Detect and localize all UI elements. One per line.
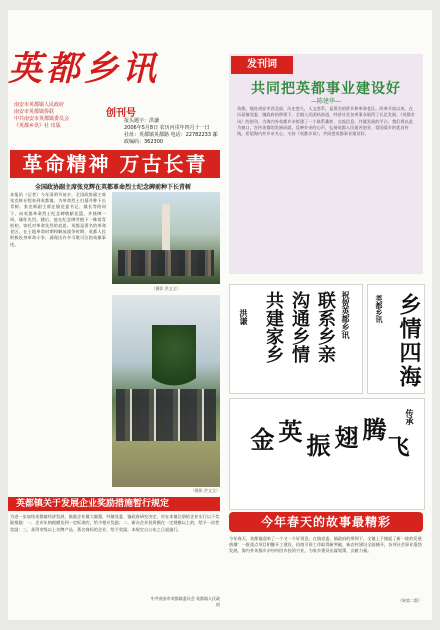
calligraphy-line: 英 (274, 419, 303, 443)
calligraphy-line: 共建家乡 (263, 291, 284, 363)
editorial-title: 共同把英都事业建设好 (251, 81, 401, 97)
calligraphy-line: 传承 (405, 409, 415, 425)
story-headline: 今年春天的故事最精彩 (229, 512, 423, 532)
notice-headline: 英都镇关于发展企业奖励措施暂行规定 (8, 497, 220, 511)
calligraphy-line: 四 (396, 341, 422, 363)
monument-shape (162, 204, 170, 252)
lead-subtitle: 全国政协副主席张克辉在英都革命烈士纪念碑前种下长青树 (34, 184, 191, 191)
calligraphy-line: 情 (396, 317, 422, 339)
memorial-photo (112, 192, 220, 284)
calligraphy-line: 海 (396, 365, 422, 387)
officials-shape (116, 389, 216, 441)
lead-headline: 革命精神 万古长青 (10, 150, 220, 178)
calligraphy-line: 英都乡讯 (375, 295, 384, 323)
calligraphy-line: 腾 (358, 417, 387, 441)
story-body: 今年春天，英都镇迎来了一个又一个好消息。在镇党委、镇政府的带领下，全镇上下掀起了新一轮的发展热潮：一批重点项目相继开工建设，招商引资工作取得新突破，新农村建设全面铺开，各项社会事业蓬勃发展。海内外英都乡亲纷纷回乡投资兴业，为家乡建设出谋划策、贡献力量。 (229, 536, 422, 554)
crowd-shape (118, 250, 214, 276)
calligraphy-line: 洪谦 (239, 309, 249, 325)
calligraphy-line: 沟通乡情 (289, 291, 310, 363)
photo-caption-2: （摄影 洪文全） (190, 488, 220, 493)
lead-body: 本报讯（记者）今年清明节前夕，全国政协副主席张克辉专程来到英都镇，为革命烈士扫墓并种下长青树。张克辉副主席在镇党委书记、镇长等陪同下，向英都革命烈士纪念碑敬献花篮，并绕碑一周，缅怀先烈。随后，他在纪念碑旁植下一株常青松柏，寄托对革命先烈的哀思。英都是著名的革命老区，在土地革命时期和解放战争时期，英都人民积极投身革命斗争，涌现出许多可歌可泣的英雄事迹。 (10, 192, 106, 247)
calligraphy-line: 联系乡亲 (315, 291, 336, 363)
notice-signature: 中共南安市英都镇委员会 英都镇人民政府 (150, 596, 220, 607)
calligraphy-line: 振 (302, 433, 331, 457)
calligraphy-line: 飞 (384, 435, 410, 457)
calligraphy-line: 祝贺英都乡讯 (341, 291, 351, 339)
calligraphy-panel-3 (229, 398, 425, 510)
masthead (6, 42, 220, 150)
notice-body: 为进一步加快英都镇经济发展，鼓励企业做大做强，经镇党委、镇政府研究决定，对在本镇注册的企业实行以下奖励措施：一、企业年纳税额达到一定标准的，给予相应奖励；二、新办企业投资额在一定规模以上的，给予一次性奖励；三、获得市级以上名牌产品、著名商标的企业，给予奖励。本规定自公布之日起施行。 (10, 514, 220, 532)
masthead-logo: 英都乡讯 (8, 49, 160, 89)
calligraphy-panel-2 (367, 284, 425, 394)
calligraphy-panel-1 (229, 284, 363, 394)
publisher-info: 南安市英都镇人民政府 南安市英都镇侨联 中共南安市英都镇委员会 《英都乡讯》社 出版 (14, 102, 70, 129)
calligraphy-line: 金 (246, 427, 275, 451)
editorial-author: —陈建华— (310, 98, 341, 105)
story-continued: （转第二版） (398, 598, 422, 603)
editorial-box (229, 54, 423, 274)
calligraphy-line: 翅 (330, 425, 359, 449)
editorial-tag: 发刊词 (231, 56, 293, 74)
photo-caption-1: （摄影 洪文全） (151, 286, 181, 291)
calligraphy-line: 乡 (396, 293, 422, 315)
issue-info: 报头题字：洪谦 2006年5月8日 农历丙戌年四月十一日 社址：英都镇英都路 电话：22782233 邮政编码：362300 (124, 118, 218, 145)
tree-planting-photo (112, 295, 220, 487)
editorial-body: 英都，地处南安市西北部，历史悠久，人文荟萃，是著名的侨乡和革命老区。改革开放以来，在历届镇党委、镇政府的带领下，全镇人民团结奋进，经济社会各项事业取得了长足发展。《英都乡讯》的创刊，为海内外英都乡亲搭建了一个联系桑梓、交流信息、共谋发展的平台。我们将以此为窗口，宣传英都的发展成就，反映乡亲的心声，弘扬英都人民艰苦创业、爱国爱乡的优良传统。希望海内外乡亲关心、支持《英都乡讯》，共同把英都事业建设好。 (237, 106, 415, 137)
issue-label: 创刊号 (106, 108, 136, 119)
